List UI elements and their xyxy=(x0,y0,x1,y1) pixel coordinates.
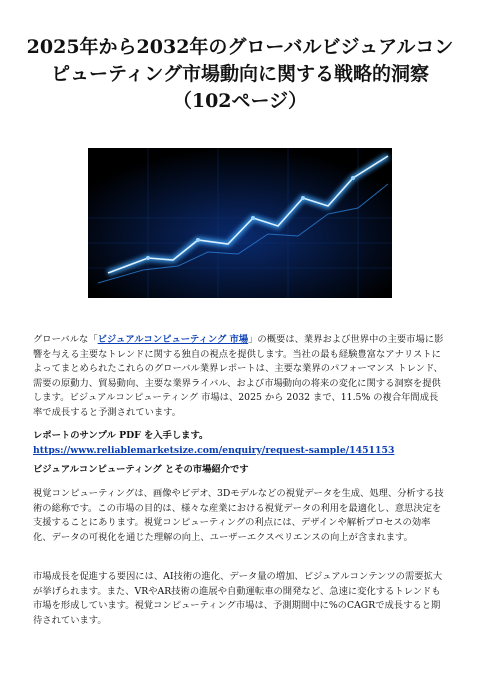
body-paragraph-2: 市場成長を促進する要因には、AI技術の進化、データ量の増加、ビジュアルコンテンツの需要拡大が挙げられます。また、VRやAR技術の進展や自動運転車の開発など、急速に変化するトレンドも市場を形成しています。視覚コンピューティング市場は、予測期間中に%のCAGRで成長すると期待されています。 xyxy=(33,571,443,626)
title-line-2: ピューティング市場動向に関する戦略的洞察 xyxy=(50,63,430,85)
title-line-1: 2025年から2032年のグローバルビジュアルコン xyxy=(26,36,454,58)
title-line-3: （102ページ） xyxy=(172,90,308,112)
sample-request xyxy=(33,429,445,458)
market-link[interactable]: ビジュアルコンピューティング 市場 xyxy=(97,334,249,345)
page-title xyxy=(20,34,460,115)
intro-paragraph xyxy=(33,333,445,420)
sample-label: レポートのサンプル PDF を入手します。 xyxy=(33,430,209,441)
intro-prefix: グローバルな「 xyxy=(33,334,98,345)
hero-image xyxy=(88,148,392,298)
sample-link[interactable]: https://www.reliablemarketsize.com/enquiry/request-sample/1451153 xyxy=(33,444,395,456)
body-paragraph-1: 視覚コンピューティングは、画像やビデオ、3Dモデルなどの視覚データを生成、処理、分析する技術の総称です。この市場の目的は、様々な産業における視覚データの利用を最適化し、意思決定を支援することにあります。視覚コンピューティングの利点には、デザインや解析プロセスの効率化、データの可視化を通じた理解の向上、ユーザーエクスペリエンスの向上が含まれます。 xyxy=(33,488,444,543)
intro-suffix: 」の概要は、業界および世界中の主要市場に影響を与える主要なトレンドに関する独自の視点を提供します。当社の最も経験豊富なアナリストによってまとめられたこれらのグローバル業界レポートは、主要な業界のパフォーマンス トレンド、需要の原動力、貿易動向、主要な業界ライバル、および市場動向の将来の変化に関する洞察を提供します。ビジュアルコンピューティング 市場は、2025 から 2032 まで、11.5% の複合年間成長率で成長すると予測されています。 xyxy=(33,334,444,418)
section-heading: ビジュアルコンピューティング とその市場紹介です xyxy=(33,464,249,475)
